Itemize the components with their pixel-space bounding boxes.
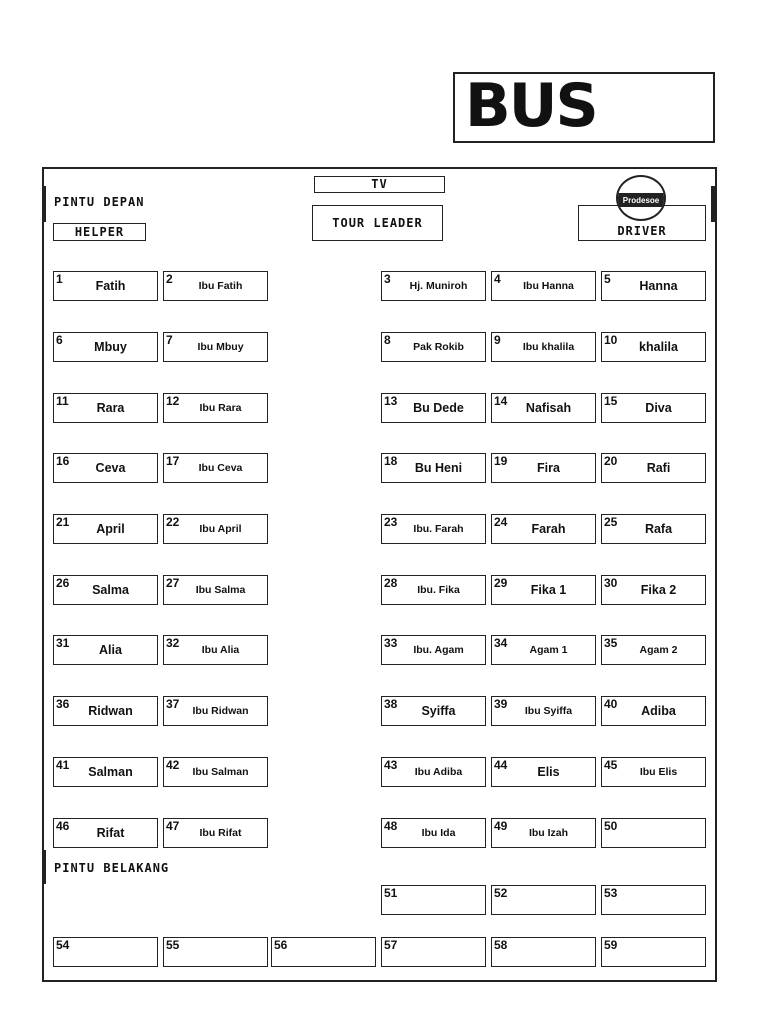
seat-10[interactable] (601, 332, 706, 362)
seat-8[interactable] (381, 332, 486, 362)
seat-number: 13 (384, 394, 398, 408)
seat-passenger-name (504, 886, 593, 914)
seat-32[interactable] (163, 635, 268, 665)
seat-passenger-name: Ibu April (199, 523, 242, 535)
seat-number: 24 (494, 515, 508, 529)
seat-number: 29 (494, 576, 508, 590)
seat-passenger-name: Pak Rokib (413, 341, 464, 353)
seat-number: 52 (494, 886, 508, 900)
seat-54[interactable] (53, 937, 158, 967)
seat-number: 9 (494, 333, 501, 347)
seat-number: 27 (166, 576, 180, 590)
seat-passenger-name: Ibu Elis (639, 766, 678, 778)
tv-box: TV (314, 176, 445, 193)
seat-48[interactable] (381, 818, 486, 848)
seat-passenger-name: Agam 1 (529, 644, 568, 656)
seat-passenger-name: Ibu Ceva (198, 462, 243, 474)
seat-number: 19 (494, 454, 508, 468)
driver-box: DRIVER (578, 205, 706, 241)
seat-40[interactable] (601, 696, 706, 726)
seat-passenger-name (394, 886, 483, 914)
seat-number: 22 (166, 515, 180, 529)
seat-42[interactable] (163, 757, 268, 787)
seat-number: 5 (604, 272, 611, 286)
seat-number: 53 (604, 886, 618, 900)
seat-number: 43 (384, 758, 398, 772)
seat-26[interactable] (53, 575, 158, 605)
seat-passenger-name: Hj. Muniroh (409, 280, 468, 292)
seat-passenger-name: Ibu Mbuy (197, 341, 244, 353)
seat-passenger-name: Ibu Adiba (414, 766, 463, 778)
seat-55[interactable] (163, 937, 268, 967)
prodesoe-logo (616, 175, 666, 221)
seat-number: 15 (604, 394, 618, 408)
seat-44[interactable] (491, 757, 596, 787)
seat-number: 54 (56, 938, 70, 952)
seat-passenger-name: Hanna (639, 279, 678, 293)
seat-number: 12 (166, 394, 180, 408)
seat-number: 39 (494, 697, 508, 711)
seat-25[interactable] (601, 514, 706, 544)
front-door-left-marker (42, 186, 46, 222)
seat-passenger-name (614, 819, 703, 847)
seat-passenger-name (394, 938, 483, 966)
seat-43[interactable] (381, 757, 486, 787)
seat-36[interactable] (53, 696, 158, 726)
seat-number: 14 (494, 394, 508, 408)
seat-passenger-name: Ibu. Farah (413, 523, 464, 535)
seat-45[interactable] (601, 757, 706, 787)
seat-56[interactable] (271, 937, 376, 967)
seat-59[interactable] (601, 937, 706, 967)
seat-number: 35 (604, 636, 618, 650)
seat-number: 1 (56, 272, 63, 286)
seat-57[interactable] (381, 937, 486, 967)
seat-37[interactable] (163, 696, 268, 726)
seat-number: 31 (56, 636, 70, 650)
seat-14[interactable] (491, 393, 596, 423)
seat-passenger-name: Fika 1 (530, 583, 567, 597)
seat-number: 11 (56, 394, 69, 408)
seat-number: 20 (604, 454, 618, 468)
seat-passenger-name: Ibu khalila (522, 341, 575, 353)
seat-number: 59 (604, 938, 618, 952)
seat-number: 57 (384, 938, 398, 952)
seat-passenger-name (284, 938, 373, 966)
seat-number: 10 (604, 333, 618, 347)
seat-53[interactable] (601, 885, 706, 915)
seat-number: 21 (56, 515, 70, 529)
seat-22[interactable] (163, 514, 268, 544)
seat-passenger-name: Fatih (95, 279, 126, 293)
seat-passenger-name: Ibu Salma (195, 584, 246, 596)
back-door-label: PINTU BELAKANG (54, 861, 170, 875)
front-door-label: PINTU DEPAN (54, 195, 145, 209)
seat-passenger-name: Fika 2 (640, 583, 677, 597)
seat-passenger-name: Ibu Izah (528, 827, 569, 839)
seat-passenger-name: Adiba (641, 704, 676, 718)
seat-passenger-name: Diva (645, 401, 672, 415)
seat-12[interactable] (163, 393, 268, 423)
seat-35[interactable] (601, 635, 706, 665)
seat-passenger-name: Ibu. Fika (417, 584, 460, 596)
seat-passenger-name: Ibu Rara (199, 402, 242, 414)
seat-passenger-name (614, 886, 703, 914)
seat-number: 34 (494, 636, 508, 650)
seat-passenger-name: khalila (639, 340, 678, 354)
seat-passenger-name: Bu Dede (413, 401, 464, 415)
seat-passenger-name: Ibu. Agam (413, 644, 464, 656)
seat-5[interactable] (601, 271, 706, 301)
seat-number: 55 (166, 938, 180, 952)
seat-passenger-name (66, 938, 155, 966)
seat-passenger-name: Ibu Alia (201, 644, 240, 656)
seat-passenger-name: Ceva (95, 461, 126, 475)
seat-passenger-name: Salma (92, 583, 129, 597)
seat-15[interactable] (601, 393, 706, 423)
seat-number: 18 (384, 454, 398, 468)
seat-50[interactable] (601, 818, 706, 848)
seat-1[interactable] (53, 271, 158, 301)
seat-number: 26 (56, 576, 70, 590)
seat-28[interactable] (381, 575, 486, 605)
seat-7[interactable] (163, 332, 268, 362)
seat-21[interactable] (53, 514, 158, 544)
seat-passenger-name: Ibu Salman (192, 766, 249, 778)
seat-number: 49 (494, 819, 508, 833)
seat-passenger-name: Mbuy (94, 340, 127, 354)
seat-number: 38 (384, 697, 398, 711)
seat-passenger-name: Rifat (96, 826, 125, 840)
seat-2[interactable] (163, 271, 268, 301)
tour-leader-box: TOUR LEADER (312, 205, 443, 241)
seat-39[interactable] (491, 696, 596, 726)
seat-33[interactable] (381, 635, 486, 665)
seat-51[interactable] (381, 885, 486, 915)
seat-47[interactable] (163, 818, 268, 848)
seat-number: 4 (494, 272, 501, 286)
seat-number: 8 (384, 333, 391, 347)
page-title: BUS (465, 71, 597, 141)
seat-passenger-name: Ibu Ridwan (192, 705, 249, 717)
seat-number: 17 (166, 454, 180, 468)
seat-41[interactable] (53, 757, 158, 787)
seat-passenger-name: Rafa (644, 522, 673, 536)
seat-52[interactable] (491, 885, 596, 915)
seat-number: 41 (56, 758, 70, 772)
seat-49[interactable] (491, 818, 596, 848)
back-door-marker (42, 850, 46, 884)
seat-number: 16 (56, 454, 70, 468)
seat-18[interactable] (381, 453, 486, 483)
seat-number: 30 (604, 576, 618, 590)
seat-number: 37 (166, 697, 180, 711)
seat-number: 28 (384, 576, 398, 590)
seat-number: 7 (166, 333, 173, 347)
seat-number: 51 (384, 886, 398, 900)
seat-passenger-name: Syiffa (421, 704, 456, 718)
seat-23[interactable] (381, 514, 486, 544)
seat-passenger-name: Rafi (646, 461, 671, 475)
seat-number: 2 (166, 272, 173, 286)
seat-number: 48 (384, 819, 398, 833)
seat-passenger-name: Ibu Syiffa (524, 705, 573, 717)
seat-passenger-name: Agam 2 (639, 644, 678, 656)
seat-passenger-name: Salman (88, 765, 133, 779)
seat-46[interactable] (53, 818, 158, 848)
seat-passenger-name (176, 938, 265, 966)
seat-number: 33 (384, 636, 398, 650)
seat-58[interactable] (491, 937, 596, 967)
seat-number: 42 (166, 758, 180, 772)
seat-number: 46 (56, 819, 70, 833)
seat-4[interactable] (491, 271, 596, 301)
seat-passenger-name: Ridwan (88, 704, 133, 718)
logo-text: Prodesoe (618, 193, 664, 207)
seat-number: 25 (604, 515, 618, 529)
seat-passenger-name: Fira (537, 461, 560, 475)
seat-3[interactable] (381, 271, 486, 301)
seat-number: 32 (166, 636, 180, 650)
seat-27[interactable] (163, 575, 268, 605)
seat-11[interactable] (53, 393, 158, 423)
seat-number: 6 (56, 333, 63, 347)
seat-passenger-name: Ibu Hanna (523, 280, 574, 292)
seat-number: 44 (494, 758, 508, 772)
seat-13[interactable] (381, 393, 486, 423)
seat-passenger-name: Ibu Ida (421, 827, 456, 839)
seat-passenger-name: April (96, 522, 125, 536)
seat-38[interactable] (381, 696, 486, 726)
seat-passenger-name (504, 938, 593, 966)
seat-29[interactable] (491, 575, 596, 605)
seat-17[interactable] (163, 453, 268, 483)
seat-passenger-name: Ibu Fatih (198, 280, 243, 292)
seat-16[interactable] (53, 453, 158, 483)
seat-20[interactable] (601, 453, 706, 483)
seat-passenger-name: Alia (99, 643, 122, 657)
seat-34[interactable] (491, 635, 596, 665)
seat-6[interactable] (53, 332, 158, 362)
seat-19[interactable] (491, 453, 596, 483)
seat-number: 56 (274, 938, 288, 952)
seat-31[interactable] (53, 635, 158, 665)
seat-passenger-name: Nafisah (525, 401, 572, 415)
seat-30[interactable] (601, 575, 706, 605)
seat-number: 58 (494, 938, 508, 952)
seat-number: 50 (604, 819, 618, 833)
seat-passenger-name: Elis (537, 765, 560, 779)
seat-passenger-name: Bu Heni (414, 461, 463, 475)
helper-box: HELPER (53, 223, 146, 241)
seat-passenger-name (614, 938, 703, 966)
seat-number: 36 (56, 697, 70, 711)
seat-number: 45 (604, 758, 618, 772)
seat-passenger-name: Rara (96, 401, 125, 415)
seat-number: 23 (384, 515, 398, 529)
seat-passenger-name: Farah (531, 522, 566, 536)
seat-9[interactable] (491, 332, 596, 362)
seat-number: 40 (604, 697, 618, 711)
seat-passenger-name: Ibu Rifat (199, 827, 242, 839)
seat-number: 47 (166, 819, 180, 833)
front-door-right-marker (711, 186, 715, 222)
seat-number: 3 (384, 272, 391, 286)
seat-24[interactable] (491, 514, 596, 544)
